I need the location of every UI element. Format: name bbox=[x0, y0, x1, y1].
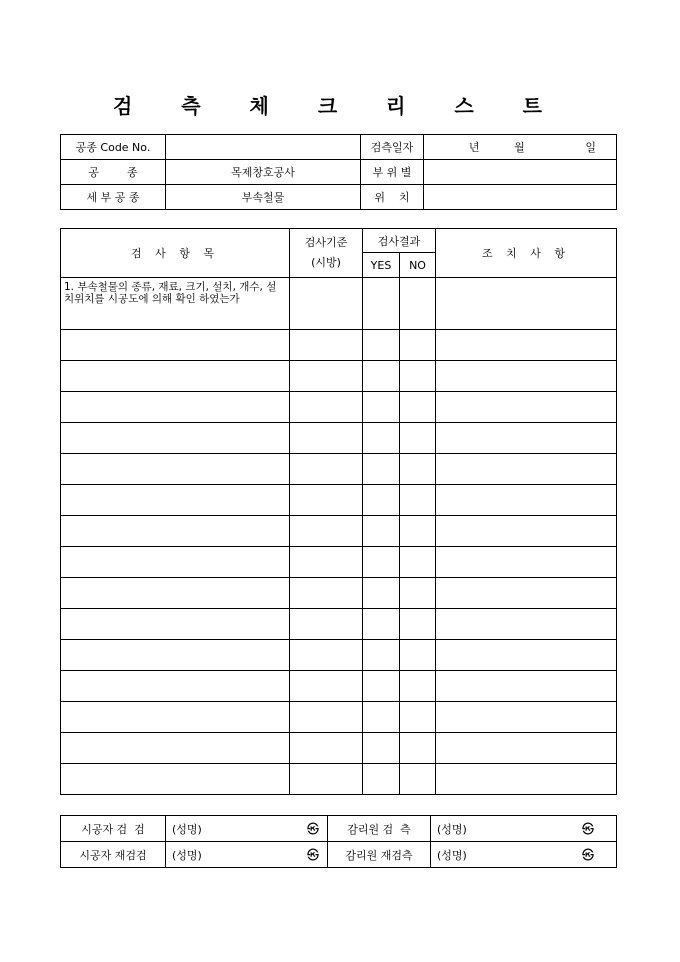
header-yes: YES bbox=[363, 253, 400, 278]
table-row bbox=[61, 640, 617, 671]
table-cell[interactable] bbox=[61, 547, 290, 578]
table-cell[interactable] bbox=[400, 671, 436, 702]
supervisor-inspection-label: 감리원 검 측 bbox=[328, 816, 431, 842]
seal-icon: ㉿ bbox=[543, 816, 617, 842]
supervisor-reinspection-name[interactable]: (성명) bbox=[431, 842, 543, 868]
table-cell[interactable] bbox=[400, 516, 436, 547]
table-row bbox=[61, 671, 617, 702]
table-cell[interactable] bbox=[363, 392, 400, 423]
header-inspection-item: 검 사 항 목 bbox=[61, 229, 290, 278]
table-cell[interactable] bbox=[400, 640, 436, 671]
work-code-label: 공종 Code No. bbox=[61, 135, 166, 160]
table-cell[interactable] bbox=[436, 361, 617, 392]
location-label: 위 치 bbox=[361, 185, 424, 210]
table-cell[interactable] bbox=[61, 609, 290, 640]
table-cell[interactable] bbox=[436, 609, 617, 640]
header-standard-line1: 검사기준 bbox=[304, 236, 348, 249]
no-check-cell[interactable] bbox=[400, 278, 436, 330]
contractor-inspection-label: 시공자 검 검 bbox=[61, 816, 166, 842]
table-cell[interactable] bbox=[290, 764, 363, 795]
table-cell[interactable] bbox=[61, 733, 290, 764]
work-type-value: 목제창호공사 bbox=[166, 160, 361, 185]
table-cell[interactable] bbox=[400, 330, 436, 361]
seal-icon: ㉿ bbox=[276, 816, 328, 842]
table-cell[interactable] bbox=[400, 547, 436, 578]
inspection-table bbox=[60, 228, 617, 795]
table-cell[interactable] bbox=[290, 702, 363, 733]
table-cell[interactable] bbox=[290, 485, 363, 516]
page-title: 검 측 체 크 리 스 트 bbox=[112, 94, 564, 118]
table-cell[interactable] bbox=[400, 392, 436, 423]
table-cell[interactable] bbox=[400, 361, 436, 392]
table-cell[interactable] bbox=[290, 392, 363, 423]
table-cell[interactable] bbox=[290, 330, 363, 361]
table-cell[interactable] bbox=[363, 547, 400, 578]
date-month[interactable]: 월 bbox=[488, 135, 552, 160]
table-row bbox=[61, 361, 617, 392]
table-cell[interactable] bbox=[290, 516, 363, 547]
table-cell[interactable] bbox=[61, 702, 290, 733]
table-cell[interactable] bbox=[290, 578, 363, 609]
table-cell[interactable] bbox=[436, 392, 617, 423]
table-row bbox=[61, 733, 617, 764]
table-cell[interactable] bbox=[436, 733, 617, 764]
table-row bbox=[61, 547, 617, 578]
table-row bbox=[61, 454, 617, 485]
table-cell[interactable] bbox=[436, 454, 617, 485]
table-row bbox=[61, 330, 617, 361]
table-cell[interactable] bbox=[61, 423, 290, 454]
table-cell[interactable] bbox=[363, 330, 400, 361]
contractor-reinspection-label: 시공자 재검검 bbox=[61, 842, 166, 868]
supervisor-reinspection-label: 감리원 재검측 bbox=[328, 842, 431, 868]
table-cell[interactable] bbox=[290, 547, 363, 578]
contractor-reinspection-name[interactable]: (성명) bbox=[166, 842, 276, 868]
table-cell[interactable] bbox=[436, 547, 617, 578]
table-cell[interactable] bbox=[363, 578, 400, 609]
table-row bbox=[61, 485, 617, 516]
location-value[interactable] bbox=[424, 185, 617, 210]
table-cell[interactable] bbox=[290, 609, 363, 640]
table-cell[interactable] bbox=[290, 671, 363, 702]
header-action: 조 치 사 항 bbox=[436, 229, 617, 278]
work-type-label: 공 종 bbox=[61, 160, 166, 185]
table-row bbox=[61, 702, 617, 733]
supervisor-inspection-name[interactable]: (성명) bbox=[431, 816, 543, 842]
table-cell[interactable] bbox=[400, 702, 436, 733]
table-cell[interactable] bbox=[61, 671, 290, 702]
work-code-value[interactable] bbox=[166, 135, 361, 160]
action-cell[interactable] bbox=[436, 278, 617, 330]
table-cell[interactable] bbox=[363, 609, 400, 640]
table-cell[interactable] bbox=[61, 578, 290, 609]
table-cell[interactable] bbox=[363, 516, 400, 547]
table-cell[interactable] bbox=[61, 640, 290, 671]
table-cell[interactable] bbox=[363, 764, 400, 795]
table-cell[interactable] bbox=[290, 640, 363, 671]
table-cell[interactable] bbox=[436, 702, 617, 733]
table-cell[interactable] bbox=[436, 578, 617, 609]
table-cell[interactable] bbox=[400, 733, 436, 764]
table-row bbox=[61, 392, 617, 423]
table-cell[interactable] bbox=[400, 485, 436, 516]
info-table bbox=[60, 134, 617, 210]
part-label: 부 위 별 bbox=[361, 160, 424, 185]
table-cell[interactable] bbox=[363, 671, 400, 702]
table-cell[interactable] bbox=[400, 423, 436, 454]
table-cell[interactable] bbox=[436, 330, 617, 361]
table-cell[interactable] bbox=[61, 485, 290, 516]
inspection-item-1: 1. 부속철물의 종류, 재료, 크기, 설치, 개수, 설치위치를 시공도에 의해 확인 하였는가 bbox=[61, 278, 290, 330]
date-day[interactable]: 일 bbox=[552, 135, 617, 160]
header-standard-line2: (시방) bbox=[311, 256, 341, 269]
table-cell[interactable] bbox=[61, 454, 290, 485]
table-cell[interactable] bbox=[363, 733, 400, 764]
table-cell[interactable] bbox=[290, 733, 363, 764]
header-standard bbox=[290, 229, 363, 278]
table-cell[interactable] bbox=[61, 764, 290, 795]
table-cell[interactable] bbox=[400, 609, 436, 640]
table-cell[interactable] bbox=[436, 764, 617, 795]
seal-icon: ㉿ bbox=[276, 842, 328, 868]
table-cell[interactable] bbox=[436, 485, 617, 516]
table-row bbox=[61, 609, 617, 640]
signature-table bbox=[60, 815, 617, 868]
table-row bbox=[61, 764, 617, 795]
inspection-date-label: 검측일자 bbox=[361, 135, 424, 160]
header-result: 검사결과 bbox=[363, 229, 436, 253]
table-cell[interactable] bbox=[436, 640, 617, 671]
table-cell[interactable] bbox=[290, 454, 363, 485]
table-cell[interactable] bbox=[290, 361, 363, 392]
yes-check-cell[interactable] bbox=[363, 278, 400, 330]
table-row bbox=[61, 578, 617, 609]
table-cell[interactable] bbox=[290, 423, 363, 454]
table-cell[interactable] bbox=[61, 392, 290, 423]
table-cell[interactable] bbox=[363, 361, 400, 392]
table-cell[interactable] bbox=[436, 516, 617, 547]
table-cell[interactable] bbox=[436, 423, 617, 454]
sub-work-type-value: 부속철물 bbox=[166, 185, 361, 210]
table-cell[interactable] bbox=[61, 330, 290, 361]
table-cell[interactable] bbox=[61, 361, 290, 392]
table-row bbox=[61, 516, 617, 547]
seal-icon: ㉿ bbox=[543, 842, 617, 868]
sub-work-type-label: 세 부 공 종 bbox=[61, 185, 166, 210]
table-cell[interactable] bbox=[400, 578, 436, 609]
table-cell[interactable] bbox=[61, 516, 290, 547]
table-cell[interactable] bbox=[290, 278, 363, 330]
table-cell[interactable] bbox=[400, 764, 436, 795]
table-cell[interactable] bbox=[363, 423, 400, 454]
table-cell[interactable] bbox=[400, 454, 436, 485]
table-cell[interactable] bbox=[363, 485, 400, 516]
table-cell[interactable] bbox=[363, 702, 400, 733]
part-value[interactable] bbox=[424, 160, 617, 185]
table-cell[interactable] bbox=[436, 671, 617, 702]
contractor-inspection-name[interactable]: (성명) bbox=[166, 816, 276, 842]
table-cell[interactable] bbox=[363, 454, 400, 485]
table-cell[interactable] bbox=[363, 640, 400, 671]
header-no: NO bbox=[400, 253, 436, 278]
table-row bbox=[61, 423, 617, 454]
date-year[interactable]: 년 bbox=[424, 135, 488, 160]
